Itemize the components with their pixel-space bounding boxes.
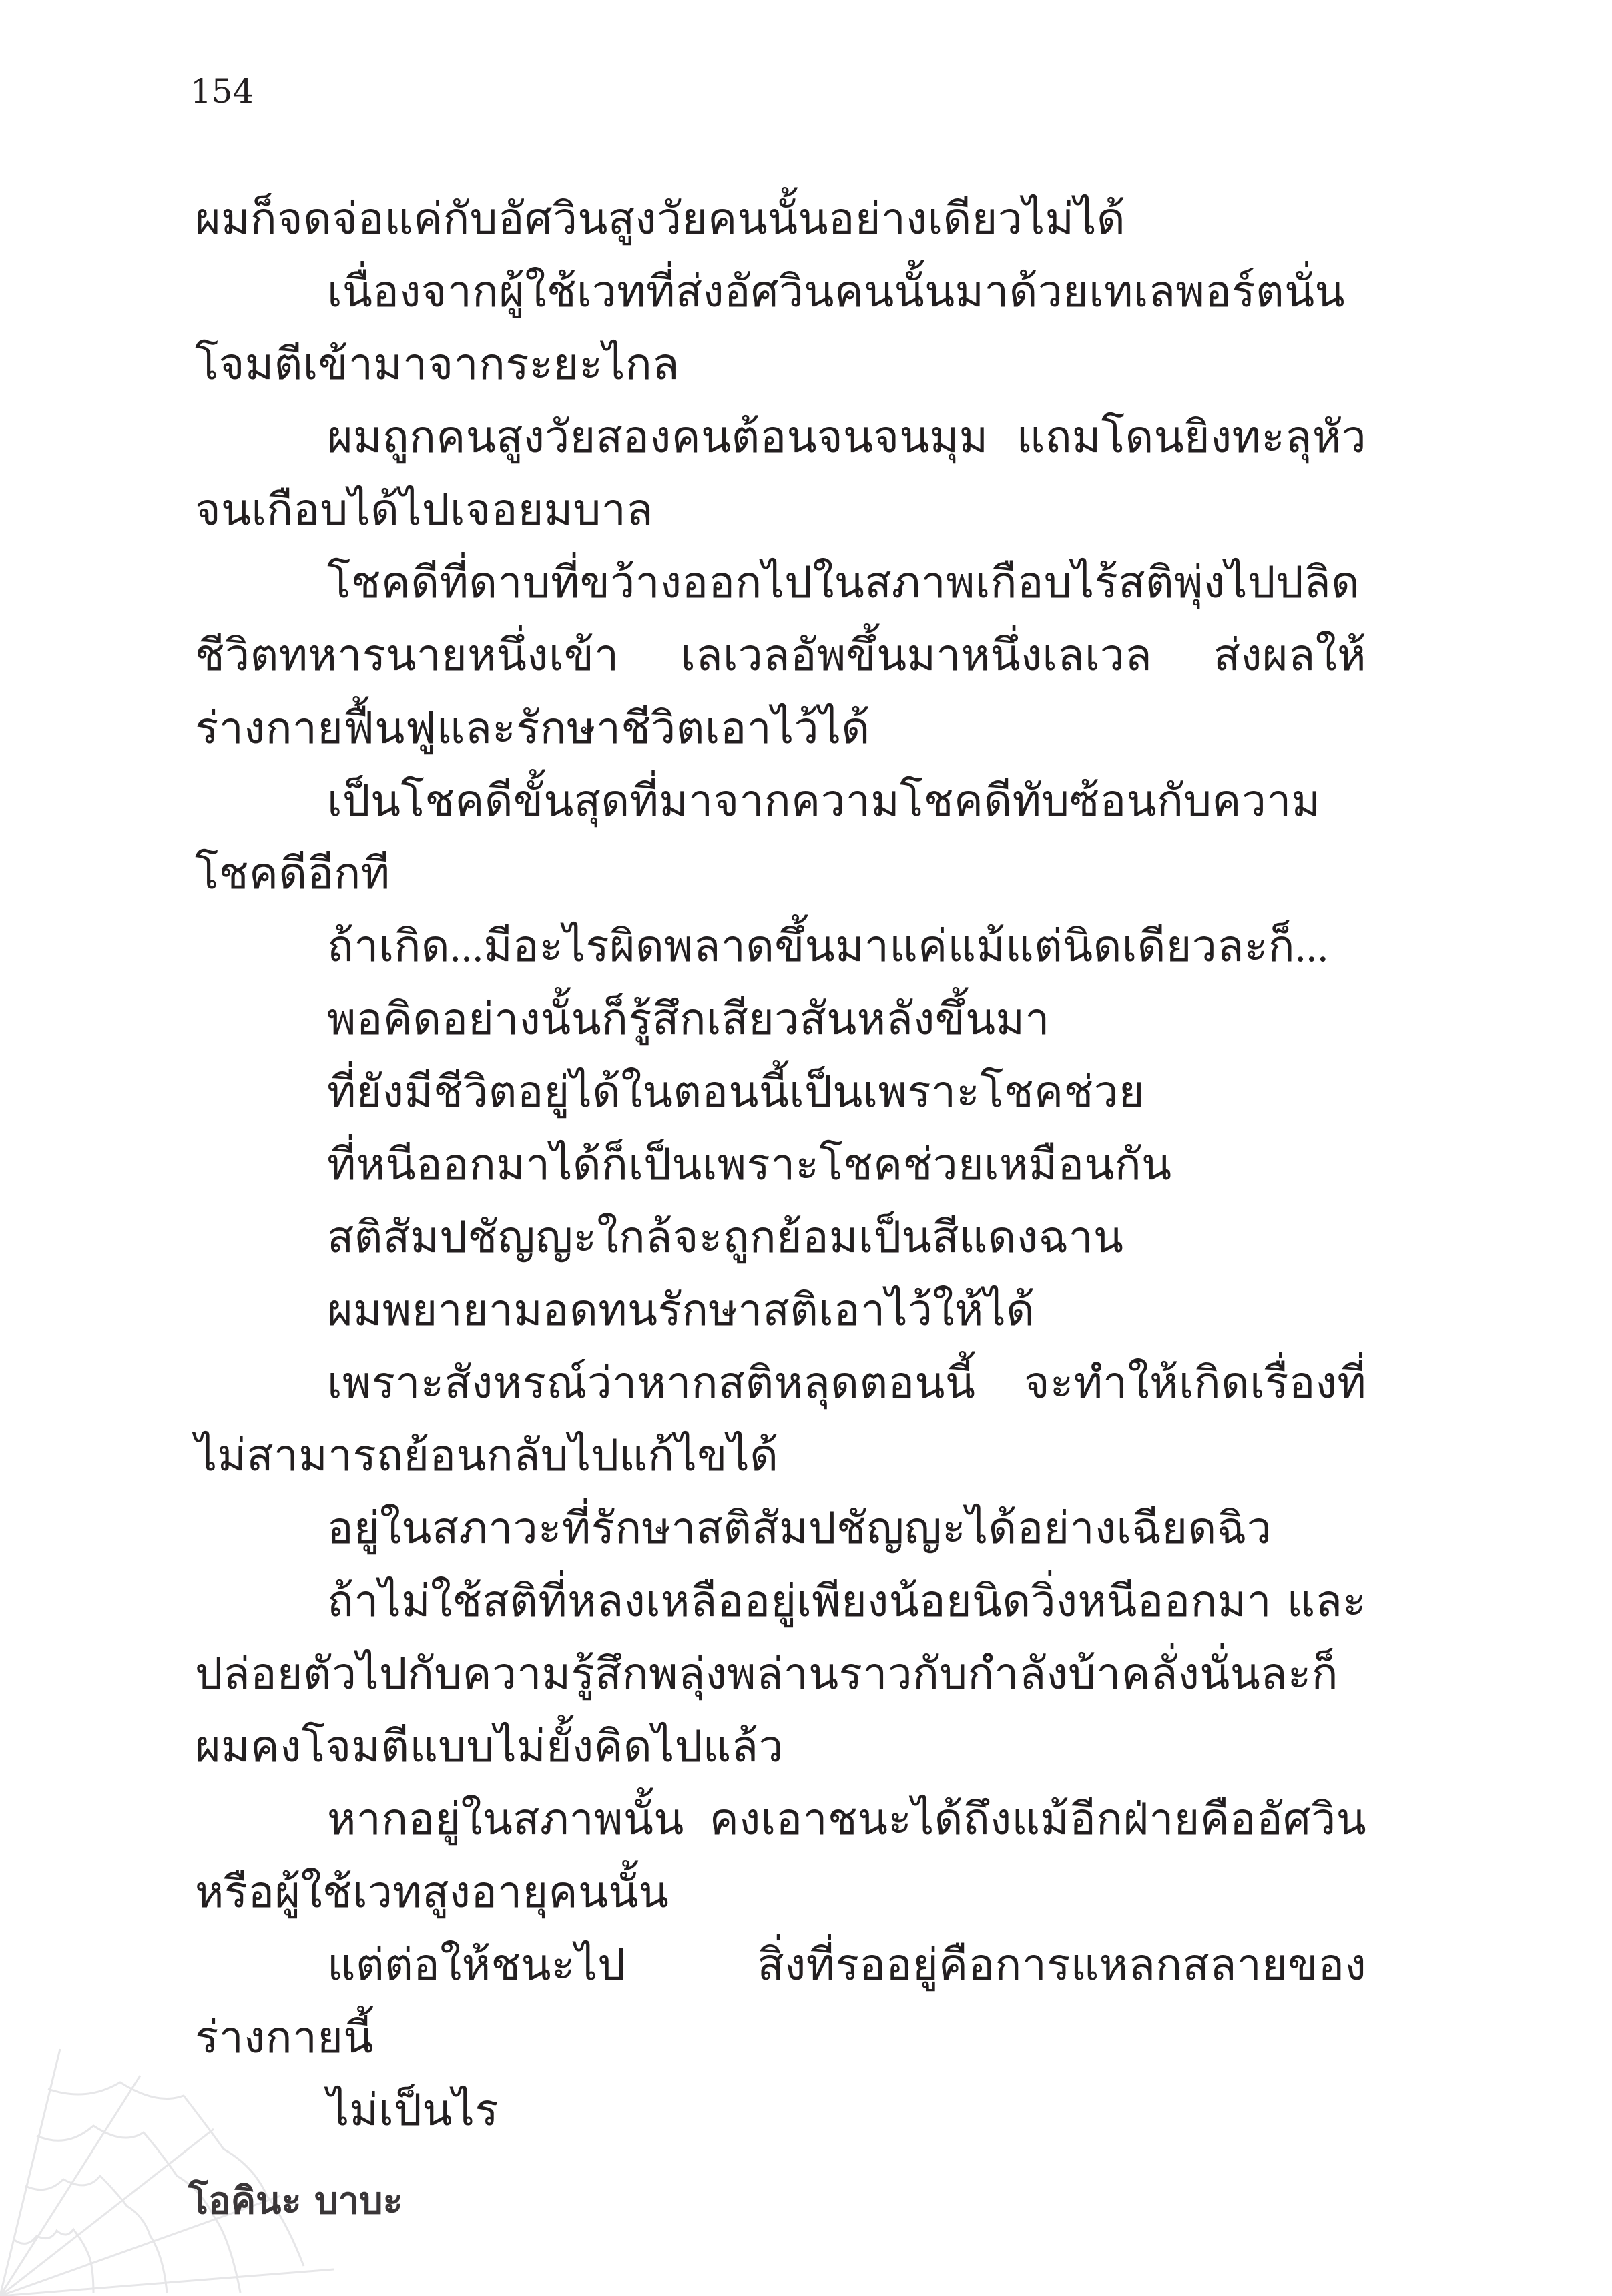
paragraph: เป็นโชคดีขั้นสุดที่มาจากความโชคดีทับซ้อนกับความโชคดีอีกที (195, 777, 1321, 898)
paragraph: เพราะสังหรณ์ว่าหากสติหลุดตอนนี้ จะทำให้เกิดเรื่องที่ไม่สามารถย้อนกลับไปแก้ไขได้ (195, 1359, 1366, 1480)
paragraph: อยู่ในสภาวะที่รักษาสติสัมปชัญญะได้อย่างเฉียดฉิว (327, 1504, 1272, 1553)
paragraph: ไม่เป็นไร (327, 2086, 499, 2135)
paragraph: หากอยู่ในสภาพนั้น คงเอาชนะได้ถึงแม้อีกฝ่ายคืออัศวินหรือผู้ใช้เวทสูงอายุคนนั้น (195, 1795, 1366, 1917)
page-number: 154 (190, 72, 254, 111)
paragraph: สติสัมปชัญญะใกล้จะถูกย้อมเป็นสีแดงฉาน (327, 1213, 1124, 1262)
paragraph: ผมพยายามอดทนรักษาสติเอาไว้ให้ได้ (327, 1286, 1035, 1335)
paragraph: แต่ต่อให้ชนะไป สิ่งที่รออยู่คือการแหลกสลายของร่างกายนี้ (195, 1941, 1366, 2062)
paragraph: พอคิดอย่างนั้นก็รู้สึกเสียวสันหลังขึ้นมา (327, 995, 1050, 1044)
paragraph: ที่ยังมีชีวิตอยู่ได้ในตอนนี้เป็นเพราะโชคช่วย (327, 1068, 1145, 1117)
paragraph: โชคดีที่ดาบที่ขว้างออกไปในสภาพเกือบไร้สติพุ่งไปปลิดชีวิตทหารนายหนึ่งเข้า เลเวลอัพขึ้นมาหนึ่งเลเวล ส่งผลให้ร่างกายฟื้นฟูและรักษาชีวิตเอาไว้ได้ (195, 559, 1366, 753)
body-text (195, 183, 1366, 2147)
paragraph: ที่หนีออกมาได้ก็เป็นเพราะโชคช่วยเหมือนกัน (327, 1141, 1172, 1189)
spider-web-ornament (0, 2036, 347, 2296)
paragraph: ผมถูกคนสูงวัยสองคนต้อนจนจนมุม แถมโดนยิงทะลุหัวจนเกือบได้ไปเจอยมบาล (195, 413, 1366, 535)
paragraph: ผมก็จดจ่อแค่กับอัศวินสูงวัยคนนั้นอย่างเดียวไม่ได้ (195, 195, 1125, 244)
paragraph: เนื่องจากผู้ใช้เวทที่ส่งอัศวินคนนั้นมาด้วยเทเลพอร์ตนั่นโจมตีเข้ามาจากระยะไกล (195, 268, 1345, 389)
paragraph: ถ้าไม่ใช้สติที่หลงเหลืออยู่เพียงน้อยนิดวิ่งหนีออกมา และปล่อยตัวไปกับความรู้สึกพลุ่งพล่านราวกับกำลังบ้าคลั่งนั่นละก็ ผมคงโจมตีแบบไม่ยั้งคิดไปแล้ว (195, 1577, 1366, 1771)
author-footer: โอคินะ บาบะ (188, 2179, 403, 2223)
paragraph: ถ้าเกิด...มีอะไรผิดพลาดขึ้นมาแค่แม้แต่นิดเดียวละก็... (327, 922, 1329, 971)
